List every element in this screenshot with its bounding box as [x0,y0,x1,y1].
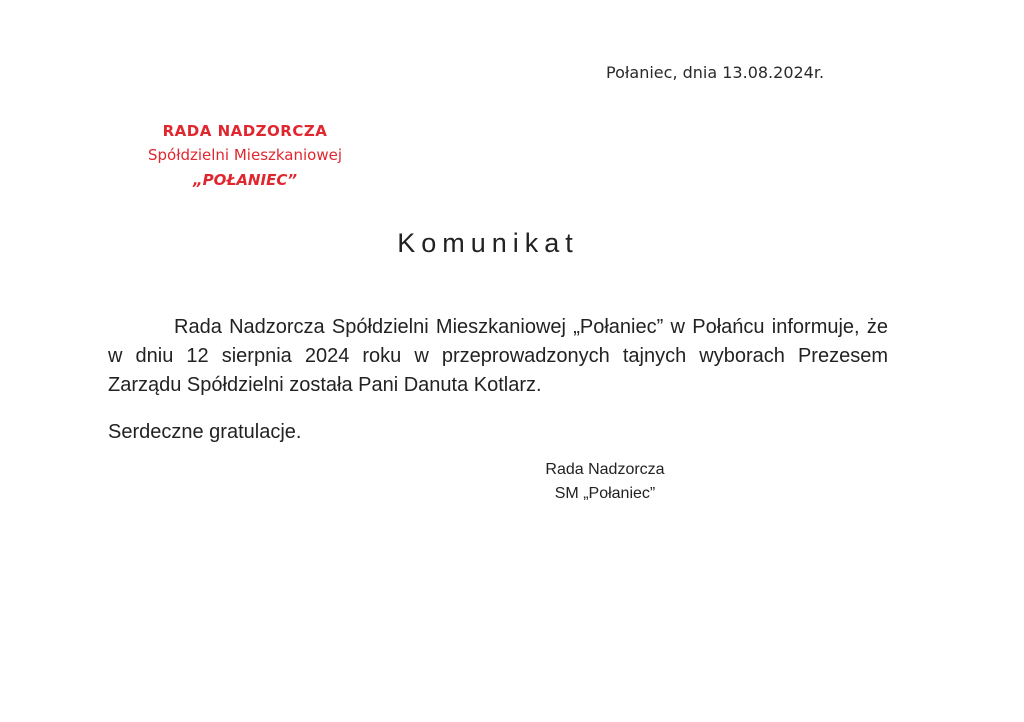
signature-block [500,458,710,506]
document-title: Komunikat [397,228,579,258]
document-body [108,313,888,447]
greeting-line: Serdeczne gratulacje. [108,421,302,443]
issuer-title: RADA NADZORCZA [162,122,328,140]
issuer-name: „POŁANIEC” [193,171,297,189]
announcement-paragraph: Rada Nadzorcza Spółdzielni Mieszkaniowej „Połaniec” w Połańcu informuje, że w dniu 12 sierpnia 2024 roku w przeprowadzonych tajnych wyborach Prezesem Zarządu Spółdzielni została Pani Danuta Kotlarz. [108,316,888,396]
date-line: Połaniec, dnia 13.08.2024r. [606,63,825,82]
signature-line-2: SM „Połaniec” [554,485,656,502]
issuer-subtitle: Spółdzielni Mieszkaniowej [147,146,343,164]
signature-line-1: Rada Nadzorcza [545,461,665,478]
issuer-header [100,120,390,192]
